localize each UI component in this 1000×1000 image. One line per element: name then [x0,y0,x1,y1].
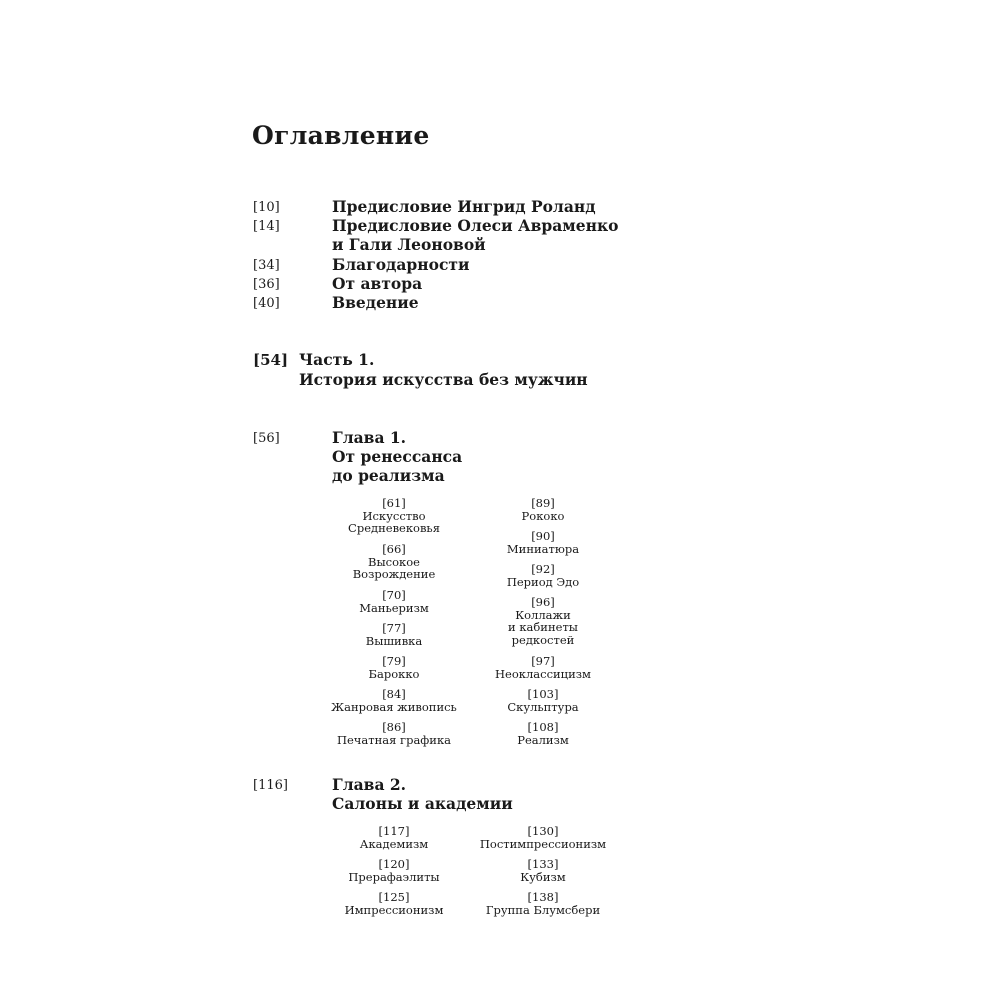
part-page-number: [54] [253,351,289,369]
subsection [463,596,623,646]
subsection-page-number: [92] [531,562,555,576]
subsection-page-number: [133] [527,857,559,871]
subsection-page-number: [130] [527,824,559,838]
subsection [314,688,474,713]
subsection-page-number: [61] [382,496,406,510]
subsection-page-number: [108] [527,720,559,734]
entry-title-continued: и Гали Леоновой [332,235,486,254]
subsection-title: Вышивка [365,633,423,648]
subsection-page-number: [89] [531,496,555,510]
subsection-page-number: [90] [531,529,555,543]
part-title: История искусства без мужчин [299,370,588,389]
subsection-title: Рококо [521,508,565,523]
subsection [314,543,474,581]
entry-title: Предисловие Олеси Авраменко [332,216,619,235]
subsection [463,688,623,713]
subsection-title: Кубизм [520,869,566,884]
subsection-page-number: [117] [378,824,410,838]
entry-title: Предисловие Ингрид Роланд [332,197,596,216]
subsection-title: редкостей [511,632,575,647]
subsection-title: Неоклассицизм [495,666,591,681]
subsection [314,589,474,614]
subsection-title: Искусство [362,508,426,523]
part-heading: Часть 1. [299,350,375,369]
subsection [463,563,623,588]
subsection-title: Прерафаэлиты [348,869,440,884]
subsection-page-number: [103] [527,687,559,701]
subsection-page-number: [86] [382,720,406,734]
subsection-title: Реализм [517,732,569,747]
chapter-title: Салоны и академии [332,794,513,813]
subsection [463,858,623,883]
subsection-title: Маньеризм [359,600,429,615]
subsection [463,825,623,850]
subsection-title: Средневековья [348,521,440,535]
subsection-page-number: [138] [527,890,559,904]
chapter-title: От ренессанса [332,447,463,466]
subsection-page-number: [70] [382,588,406,602]
entry-page-number: [40] [253,296,280,311]
entry-title: Благодарности [332,255,470,274]
chapter-heading: Глава 2. [332,775,407,794]
subsection [314,622,474,647]
chapter-title-continued: до реализма [332,466,445,485]
chapter-page-number: [56] [253,431,280,446]
subsection [314,825,474,850]
page-title: Оглавление [252,121,430,150]
subsection-title: Импрессионизм [344,902,444,917]
subsection-title: Период Эдо [506,574,580,589]
subsection-page-number: [120] [378,857,410,871]
subsection-title: Академизм [359,836,429,851]
entry-page-number: [36] [253,277,280,292]
subsection-title: Миниатюра [506,541,580,556]
subsection [314,891,474,916]
subsection-title: Высокое [368,554,420,569]
subsection [463,721,623,746]
subsection [314,497,474,535]
subsection-page-number: [125] [378,890,410,904]
subsection-page-number: [97] [531,654,555,668]
subsection [314,858,474,883]
subsection-title: и кабинеты [508,620,578,634]
subsection [314,655,474,680]
subsection-title: Коллажи [515,607,571,622]
entry-page-number: [14] [253,219,280,234]
subsection-page-number: [66] [382,542,406,556]
entry-page-number: [34] [253,258,280,273]
subsection-title: Возрождение [352,567,436,581]
subsection-page-number: [79] [382,654,406,668]
subsection-title: Постимпрессионизм [479,836,607,851]
subsection-title: Группа Блумсбери [485,902,601,917]
subsection-title: Скульптура [507,699,579,714]
chapter-page-number: [116] [253,778,288,793]
subsection-page-number: [96] [531,595,555,609]
subsection [463,891,623,916]
subsection [463,530,623,555]
entry-title: Введение [332,293,419,312]
subsection [314,721,474,746]
subsection-title: Жанровая живопись [331,699,457,714]
subsection-title: Печатная графика [336,732,452,747]
subsection [463,497,623,522]
subsection-title: Барокко [368,666,420,681]
subsection-page-number: [84] [382,687,406,701]
subsection [463,655,623,680]
subsection-page-number: [77] [382,621,406,635]
chapter-heading: Глава 1. [332,428,407,447]
entry-page-number: [10] [253,200,280,215]
entry-title: От автора [332,274,423,293]
